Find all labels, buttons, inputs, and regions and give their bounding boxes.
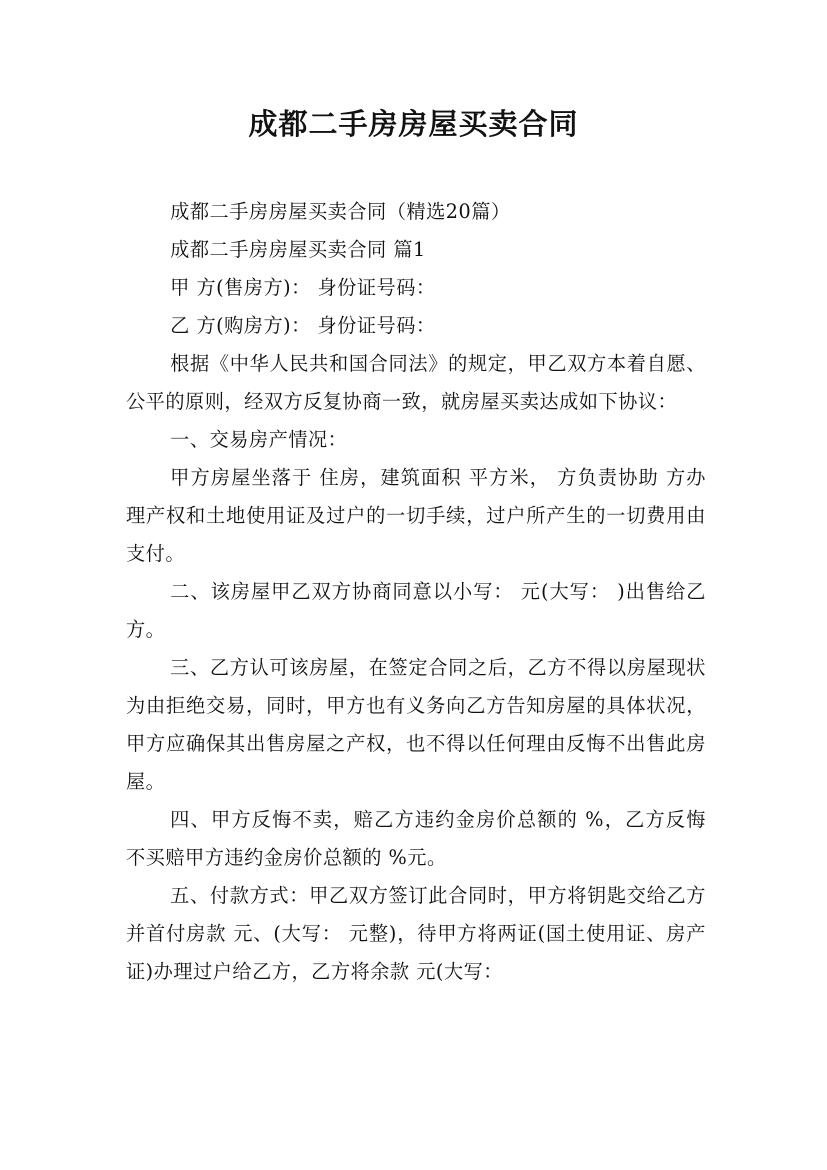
paragraph-clause-3: 三、乙方认可该房屋，在签定合同之后，乙方不得以房屋现状为由拒绝交易，同时，甲方也有义务向乙方告知房屋的具体状况，甲方应确保其出售房屋之产权，也不得以任何理由反悔不出售此房屋。 xyxy=(126,656,706,793)
document-body xyxy=(126,193,706,991)
paragraph-clause-5: 五、付款方式：甲乙双方签订此合同时，甲方将钥匙交给乙方并首付房款 元、(大写： 元整)，待甲方将两证(国土使用证、房产证)办理过户给乙方，乙方将余款 元(大写： xyxy=(126,884,706,983)
paragraph-preamble: 根据《中华人民共和国合同法》的规定，甲乙双方本着自愿、公平的原则，经双方反复协商一致，就房屋买卖达成如下协议： xyxy=(126,352,706,413)
paragraph-clause-1-heading: 一、交易房产情况： xyxy=(170,428,348,451)
paragraph-party-a: 甲 方(售房方)： 身份证号码： xyxy=(170,276,436,299)
paragraph-clause-2: 二、该房屋甲乙双方协商同意以小写： 元(大写： )出售给乙方。 xyxy=(126,580,706,641)
paragraph-section-heading: 成都二手房房屋买卖合同 篇1 xyxy=(170,238,426,261)
paragraph-subtitle: 成都二手房房屋买卖合同（精选20篇） xyxy=(170,200,511,223)
paragraph-clause-4: 四、甲方反悔不卖，赔乙方违约金房价总额的 %，乙方反悔不买赔甲方违约金房价总额的 %元。 xyxy=(126,808,706,869)
paragraph-party-b: 乙 方(购房方)： 身份证号码： xyxy=(170,314,436,337)
document-title: 成都二手房房屋买卖合同 xyxy=(248,107,579,141)
paragraph-clause-1-body: 甲方房屋坐落于 住房，建筑面积 平方米， 方负责协助 方办理产权和土地使用证及过户的一切手续，过户所产生的一切费用由 支付。 xyxy=(126,466,706,565)
